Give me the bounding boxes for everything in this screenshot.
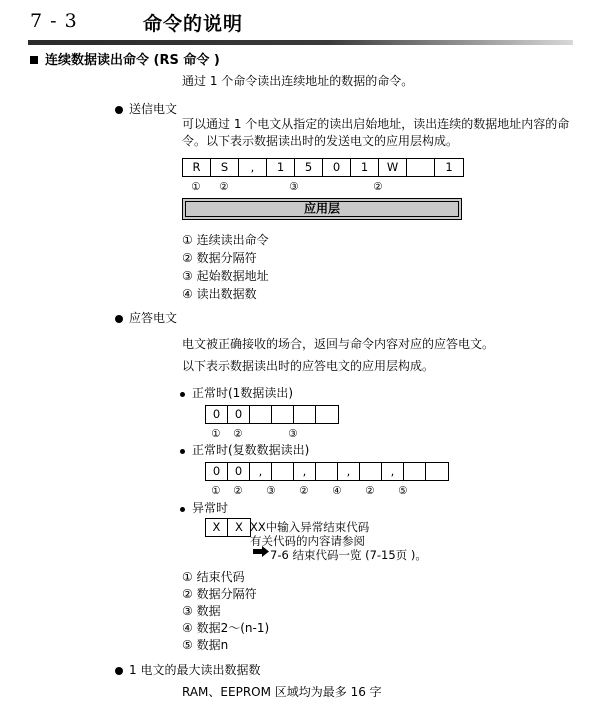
page-header bbox=[0, 0, 601, 46]
frame-cell bbox=[272, 463, 294, 480]
reply-legend-2: ② 数据分隔符 bbox=[182, 587, 257, 601]
abnormal-table bbox=[205, 518, 251, 537]
frame-mark bbox=[406, 180, 462, 194]
small-bullet-icon bbox=[180, 507, 185, 512]
send-legend-4: ④ 读出数据数 bbox=[182, 287, 257, 301]
frame-cell: X bbox=[235, 520, 243, 534]
frame-mark: ② bbox=[365, 485, 375, 497]
send-legend-3: ③ 起始数据地址 bbox=[182, 269, 269, 283]
abnormal-note-3: 7-6 结束代码一览 (7-15页 )。 bbox=[270, 548, 427, 562]
frame-mark: ② bbox=[233, 428, 243, 440]
reply-text-line2: 以下表示数据读出时的应答电文的应用层构成。 bbox=[182, 359, 435, 373]
normal-multi-marks bbox=[205, 484, 425, 498]
frame-mark: ③ bbox=[266, 485, 276, 497]
frame-cell: , bbox=[382, 463, 404, 480]
frame-cell: W bbox=[379, 159, 407, 176]
frame-cell: 0 bbox=[323, 159, 351, 176]
frame-cell: 0 bbox=[228, 463, 250, 480]
send-frame-table bbox=[182, 158, 464, 177]
frame-cell bbox=[250, 406, 272, 423]
send-text-line2: 令。以下表示数据读出时的发送电文的应用层构成。 bbox=[182, 134, 459, 148]
small-bullet-icon bbox=[180, 449, 185, 454]
frame-cell bbox=[272, 406, 294, 423]
frame-mark: ① bbox=[211, 485, 221, 497]
application-layer-bar bbox=[182, 198, 462, 220]
frame-cell bbox=[316, 406, 338, 423]
frame-mark: ② bbox=[299, 485, 309, 497]
reply-legend-3: ③ 数据 bbox=[182, 604, 221, 618]
frame-mark: ② bbox=[233, 485, 243, 497]
frame-mark: ② bbox=[373, 181, 383, 193]
frame-cell: X bbox=[206, 519, 228, 536]
normal-multi-table bbox=[205, 462, 449, 481]
frame-cell: 1 bbox=[267, 159, 295, 176]
reply-text-line1: 电文被正确接收的场合，返回与命令内容对应的应答电文。 bbox=[182, 337, 495, 351]
abnormal-note-1: XX中输入异常结束代码 bbox=[250, 520, 370, 534]
section-heading: 连续数据读出命令 (RS 命令 ) bbox=[45, 53, 220, 68]
reply-legend-1: ① 结束代码 bbox=[182, 570, 245, 584]
reply-legend-5: ⑤ 数据n bbox=[182, 638, 229, 652]
frame-cell bbox=[294, 406, 316, 423]
normal-multi-title: 正常时(复数数据读出) bbox=[192, 443, 310, 457]
frame-cell: , bbox=[294, 463, 316, 480]
frame-cell bbox=[407, 159, 435, 176]
send-legend-2: ② 数据分隔符 bbox=[182, 251, 257, 265]
frame-mark: ⑤ bbox=[398, 485, 408, 497]
frame-cell bbox=[426, 463, 448, 480]
frame-cell: 0 bbox=[206, 463, 228, 480]
frame-cell: 0 bbox=[228, 406, 250, 423]
reference-arrow-icon bbox=[253, 546, 269, 557]
send-telegram-label: 送信电文 bbox=[129, 102, 178, 116]
normal-single-marks bbox=[205, 427, 337, 441]
frame-cell: 0 bbox=[206, 406, 228, 423]
frame-mark: ① bbox=[211, 428, 221, 440]
square-bullet-icon bbox=[30, 56, 38, 64]
frame-mark: ① bbox=[191, 181, 201, 193]
normal-single-title: 正常时(1数据读出) bbox=[192, 386, 293, 400]
frame-cell bbox=[404, 463, 426, 480]
frame-cell: , bbox=[239, 159, 267, 176]
section-number: 7 - 3 bbox=[30, 10, 78, 32]
max-read-text: RAM、EEPROM 区域均为最多 16 字 bbox=[182, 685, 382, 699]
frame-mark: ② bbox=[219, 181, 229, 193]
section-subtitle: 通过 1 个命令读出连续地址的数据的命令。 bbox=[182, 74, 414, 88]
max-read-label: 1 电文的最大读出数据数 bbox=[129, 663, 261, 677]
frame-cell: R bbox=[183, 159, 211, 176]
frame-cell: 1 bbox=[351, 159, 379, 176]
frame-cell: , bbox=[338, 463, 360, 480]
send-frame-marks bbox=[182, 180, 462, 194]
frame-mark: ③ bbox=[288, 428, 298, 440]
round-bullet-icon bbox=[115, 667, 123, 675]
page-title: 命令的说明 bbox=[143, 13, 244, 35]
frame-cell: , bbox=[250, 463, 272, 480]
small-bullet-icon bbox=[180, 392, 185, 397]
frame-mark: ③ bbox=[289, 181, 299, 193]
reply-telegram-label: 应答电文 bbox=[129, 311, 178, 325]
normal-single-table bbox=[205, 405, 339, 424]
header-divider bbox=[28, 40, 573, 45]
send-legend-1: ① 连续读出命令 bbox=[182, 233, 269, 247]
frame-cell bbox=[360, 463, 382, 480]
round-bullet-icon bbox=[115, 315, 123, 323]
reply-legend-4: ④ 数据2～(n-1) bbox=[182, 621, 270, 635]
application-layer-label: 应用层 bbox=[303, 201, 340, 216]
send-text-line1: 可以通过 1 个电文从指定的读出启始地址，读出连续的数据地址内容的命 bbox=[182, 117, 570, 131]
frame-cell: 5 bbox=[295, 159, 323, 176]
abnormal-title: 异常时 bbox=[192, 501, 229, 515]
abnormal-note-2: 有关代码的内容请参阅 bbox=[250, 534, 365, 548]
round-bullet-icon bbox=[115, 106, 123, 114]
frame-mark: ④ bbox=[332, 485, 342, 497]
frame-cell: S bbox=[211, 159, 239, 176]
frame-cell bbox=[316, 463, 338, 480]
frame-cell: 1 bbox=[445, 160, 453, 174]
